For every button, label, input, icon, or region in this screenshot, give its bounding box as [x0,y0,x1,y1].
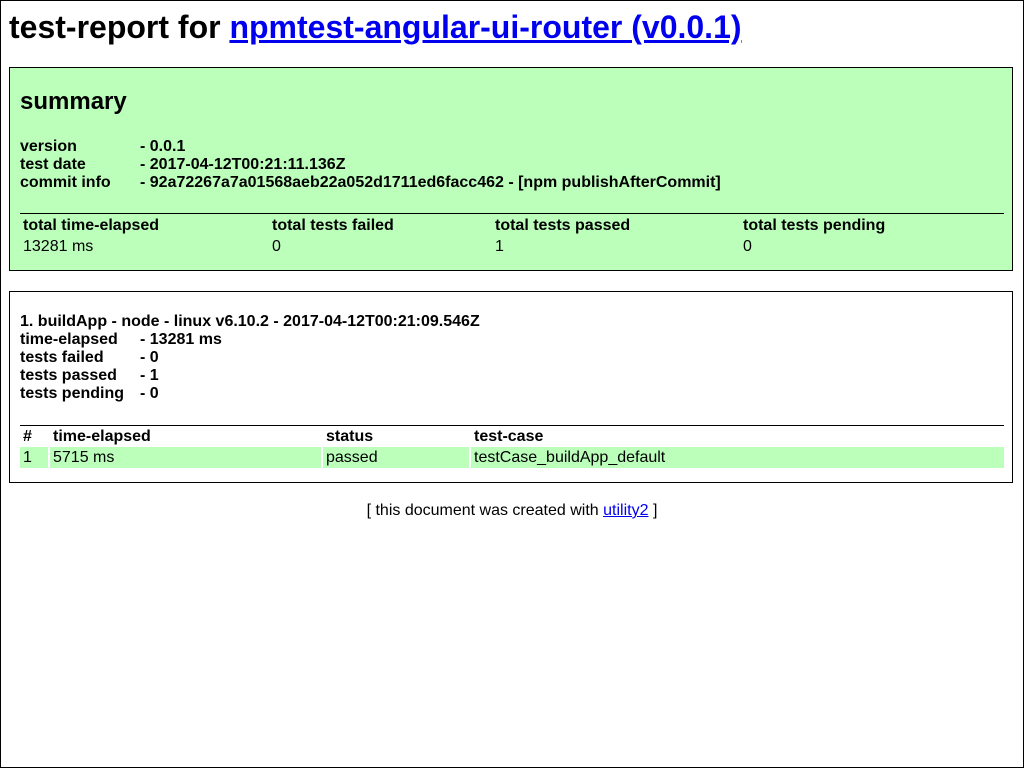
info-key: time-elapsed [20,331,118,348]
info-row-time-elapsed [20,331,480,349]
utility2-link[interactable]: utility2 [603,502,649,519]
test-time-elapsed: 5715 ms [50,447,323,468]
info-row-test-date [20,156,721,174]
info-value: - 0 [140,385,159,402]
info-key: tests pending [20,385,125,402]
test-run-panel [9,291,1013,483]
total-tests-passed: 1 [495,238,504,255]
test-number: 1 [20,447,50,468]
test-case-header-row [20,426,1004,447]
summary-panel [9,67,1013,271]
page-title [9,7,742,47]
total-time-elapsed: 13281 ms [23,238,94,255]
summary-heading: summary [20,88,127,115]
column-header: status [326,428,374,445]
summary-info [20,138,721,192]
info-key: test date [20,156,86,173]
test-case-table [20,425,1004,468]
info-key: tests passed [20,367,117,384]
column-header: # [23,428,32,445]
total-tests-pending: 0 [743,238,752,255]
column-header: time-elapsed [53,428,151,445]
info-row-tests-pending [20,385,480,403]
info-key: version [20,138,77,155]
summary-table [20,213,1004,257]
column-header: total time-elapsed [23,216,160,234]
info-value: - 92a72267a7a01568aeb22a052d1711ed6facc462 - [npm publishAfterCommit] [140,174,721,191]
info-value: - 0.0.1 [140,138,186,155]
summary-header-row [20,214,1004,236]
info-value: - 1 [140,367,159,384]
column-header: total tests pending [743,216,886,234]
test-run-title: 1. buildApp - node - linux v6.10.2 - 2017-04-12T00:21:09.546Z [20,313,480,330]
test-case-name: testCase_buildApp_default [471,447,1004,468]
footer-note [0,501,1024,521]
footer-text-after: ] [652,502,658,519]
test-status: passed [323,447,471,468]
info-row-tests-failed [20,349,480,367]
test-run-info [20,313,480,403]
column-header: total tests failed [272,216,394,234]
total-tests-failed: 0 [272,238,281,255]
column-header: test-case [474,428,544,445]
column-header: total tests passed [495,216,631,234]
info-value: - 2017-04-12T00:21:11.136Z [140,156,346,173]
info-key: commit info [20,174,111,191]
title-prefix: test-report for [9,9,221,45]
info-row-tests-passed [20,367,480,385]
info-key: tests failed [20,349,104,366]
info-value: - 13281 ms [140,331,222,348]
package-link[interactable]: npmtest-angular-ui-router (v0.0.1) [229,9,742,45]
table-row [20,447,1004,468]
info-row-version [20,138,721,156]
footer-text-before: [ this document was created with [366,502,599,519]
info-row-commit-info [20,174,721,192]
info-value: - 0 [140,349,159,366]
summary-value-row [20,236,1004,257]
